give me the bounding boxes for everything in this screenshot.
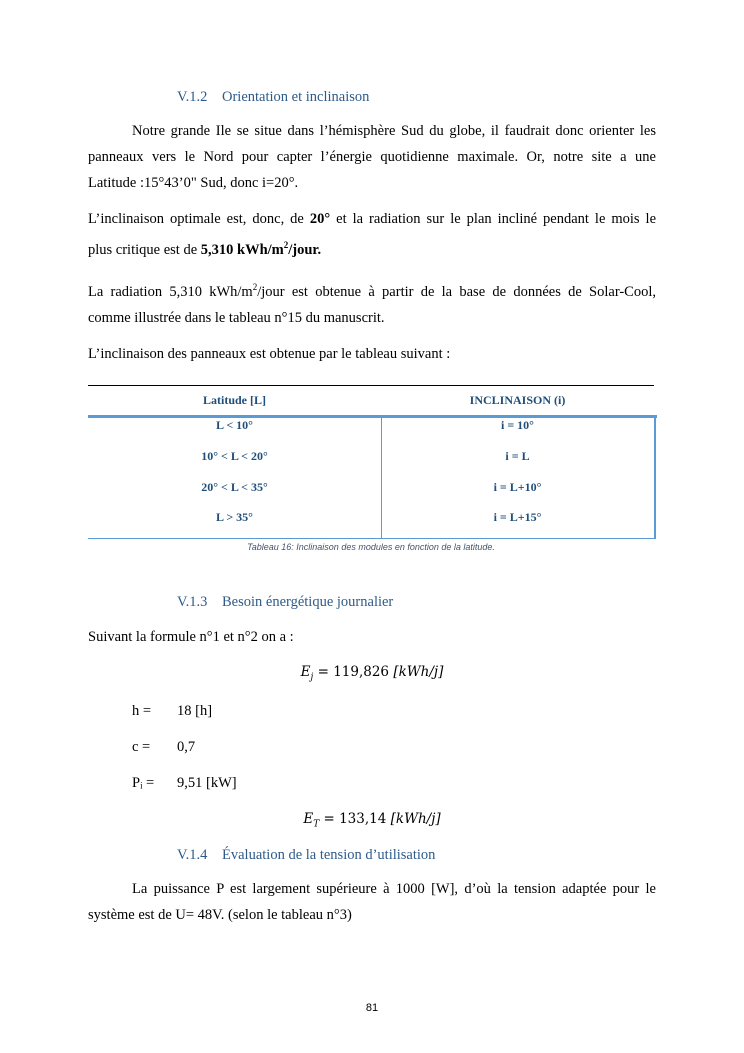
formula-ej: $E_j = 119,826$ [kWh/j] xyxy=(300,664,444,683)
paragraph-line xyxy=(88,232,656,263)
paragraph-optimal-inclination xyxy=(88,206,656,263)
paragraph-radiation-source xyxy=(88,274,656,331)
section-heading-v13 xyxy=(177,594,393,611)
section-number: V.1.2 xyxy=(177,89,208,105)
paragraph-location xyxy=(88,118,656,196)
page-number: 81 xyxy=(365,1002,379,1014)
section-title: Orientation et inclinaison xyxy=(222,89,370,105)
paragraph-line: comme illustrée dans le tableau n°15 du manuscrit. xyxy=(88,309,385,326)
table-cell: i = L+15° xyxy=(493,510,542,524)
text-run: et la radiation sur le plan incliné pendant le mois le xyxy=(330,211,656,227)
section-number: V.1.4 xyxy=(177,847,208,863)
section-number: V.1.3 xyxy=(177,594,208,610)
paragraph-line: La puissance P est largement supérieure à 1000 [W], d’où la tension adaptée pour le xyxy=(132,881,656,897)
paragraph-line: panneaux vers le Nord pour capter l’énergie quotidienne maximale. Or, notre site a une xyxy=(88,149,656,165)
table-cell: L > 35° xyxy=(216,510,253,524)
table-header-inclinaison: INCLINAISON (i) xyxy=(469,393,566,407)
section-heading-v12 xyxy=(177,89,369,106)
table-cell: L < 10° xyxy=(216,418,253,432)
variable-label: Pᵢ = xyxy=(132,775,155,791)
table-header-latitude: Latitude [L] xyxy=(203,393,266,407)
section-heading-v14 xyxy=(177,847,435,864)
formula-et: $E_T = 133,14$ [kWh/j] xyxy=(303,811,441,830)
paragraph-line: Notre grande Ile se situe dans l’hémisphère Sud du globe, il faudrait donc orienter les xyxy=(132,123,656,139)
text-run: plus critique est de xyxy=(88,241,201,258)
angle-value: 20° xyxy=(309,211,331,227)
variable-value: 0,7 xyxy=(177,739,196,755)
paragraph-line xyxy=(88,206,656,232)
text-run: L’inclinaison optimale est, donc, de xyxy=(88,211,310,227)
table-header-row xyxy=(88,386,657,416)
paragraph-line: Latitude :15°43’0" Sud, donc i=20°. xyxy=(88,175,299,191)
section-title: Évaluation de la tension d’utilisation xyxy=(222,847,436,863)
table-cell: i = L xyxy=(505,449,530,463)
variable-value: 9,51 [kW] xyxy=(177,775,237,791)
section-title: Besoin énergétique journalier xyxy=(222,594,394,610)
paragraph-line: La radiation 5,310 kWh/$m^2$/jour est obtenue à partir de la base de données de Solar-Cool, xyxy=(88,282,657,300)
paragraph-voltage xyxy=(88,876,656,928)
variable-label: c = xyxy=(132,739,151,755)
table-cell: 10° < L < 20° xyxy=(201,449,268,463)
paragraph-line: système est de U= 48V. (selon le tableau n°3) xyxy=(88,907,352,923)
paragraph-table-intro: L’inclinaison des panneaux est obtenue par le tableau suivant : xyxy=(88,346,451,362)
table-caption: Tableau 16: Inclinaison des modules en fonction de la latitude. xyxy=(247,542,495,552)
table-cell: 20° < L < 35° xyxy=(201,480,268,494)
radiation-value: 5,310 kWh/$m^2$/jour. xyxy=(200,240,322,258)
variable-label: h = xyxy=(132,703,152,719)
variable-value: 18 [h] xyxy=(177,703,213,719)
paragraph-formula-intro: Suivant la formule n°1 et n°2 on a : xyxy=(88,629,294,645)
table-cell: i = 10° xyxy=(501,418,534,432)
table-cell: i = L+10° xyxy=(493,480,542,494)
